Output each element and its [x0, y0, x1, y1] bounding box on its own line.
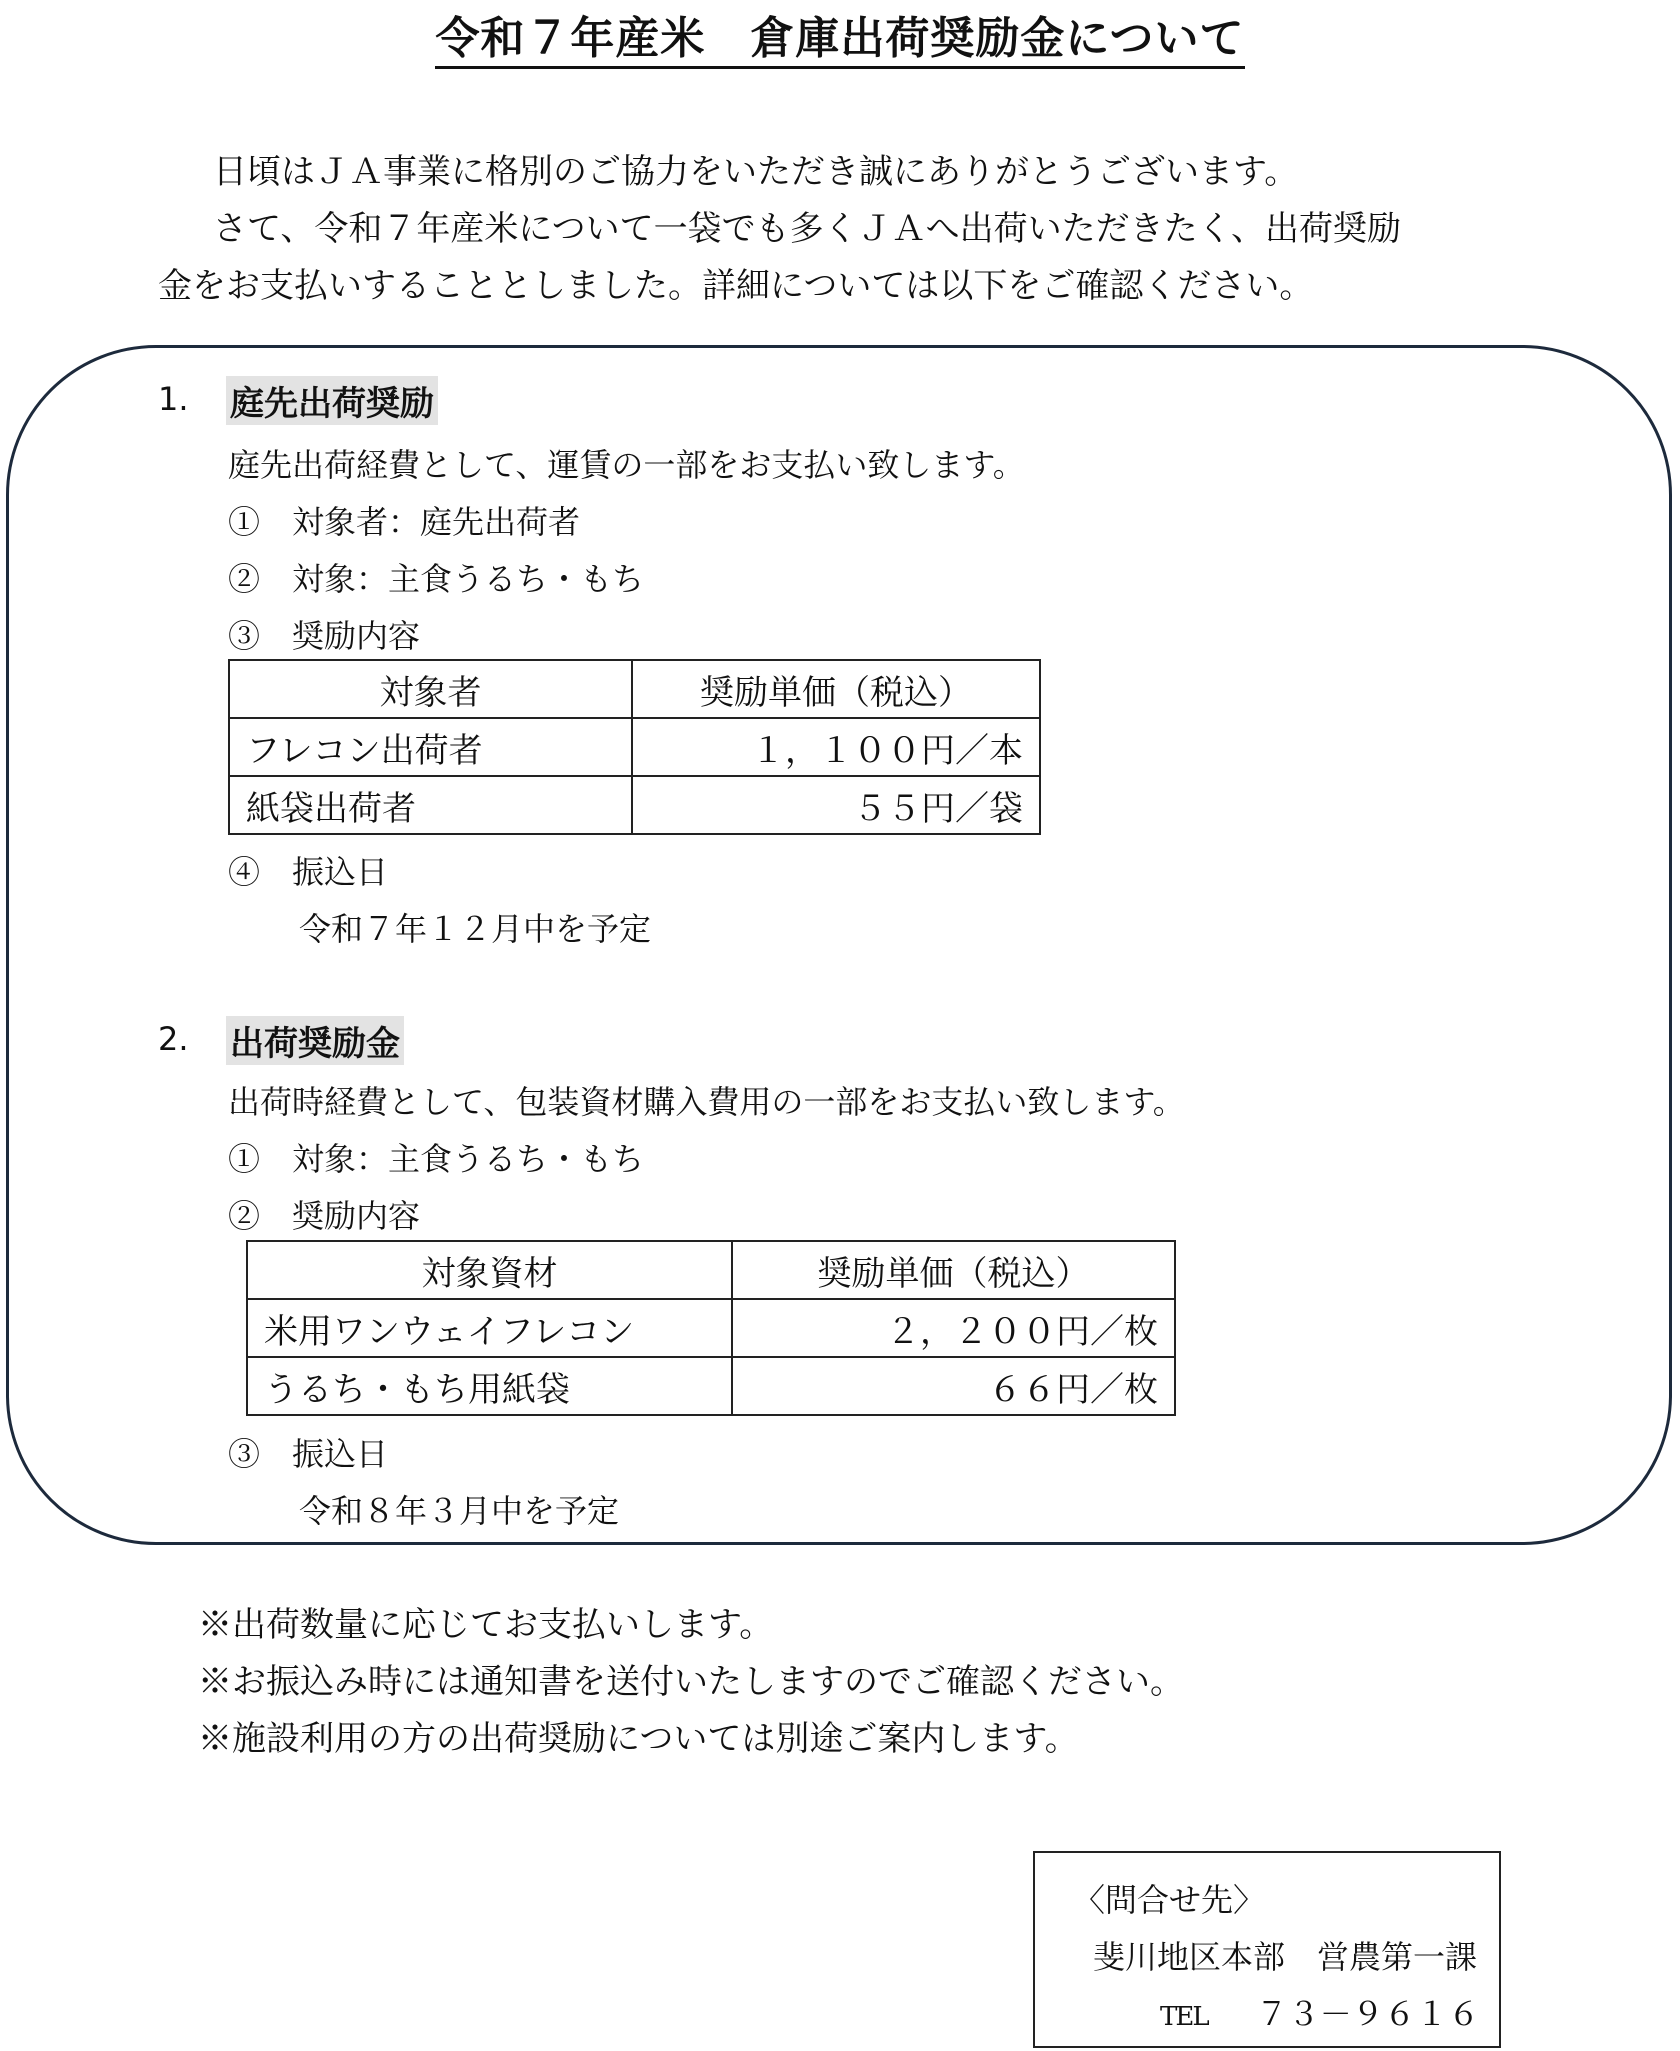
page-title-text: 令和７年産米 倉庫出荷奨励金について — [435, 13, 1244, 69]
section1-heading: 庭先出荷奨励 — [226, 376, 438, 425]
table-cell: ５５円／袋 — [632, 776, 1040, 834]
table-cell: 紙袋出荷者 — [229, 776, 632, 834]
table-cell: ６６円／枚 — [732, 1357, 1175, 1415]
section2-item-content: ② 奨励内容 — [228, 1197, 421, 1235]
contact-phone — [1160, 1989, 1480, 2035]
table-cell: １，１００円／本 — [632, 718, 1040, 776]
table-cell: フレコン出荷者 — [229, 718, 632, 776]
section2-heading: 出荷奨励金 — [226, 1016, 404, 1065]
section2-item-target: ① 対象：主食うるち・もち — [228, 1140, 645, 1178]
section2-number: 2. — [158, 1020, 189, 1058]
table-row — [247, 1299, 1175, 1357]
contact-box — [1033, 1851, 1501, 2048]
intro-line-1: 日頃はＪＡ事業に格別のご協力をいただき誠にありがとうございます。 — [213, 152, 1299, 192]
section1-item-payment-date: ④ 振込日 — [228, 853, 389, 891]
intro-line-2: さて、令和７年産米について一袋でも多くＪＡへ出荷いただきたく、出荷奨励 — [213, 209, 1401, 249]
section1-item-target-person: ① 対象者：庭先出荷者 — [228, 503, 581, 541]
section1-item-content: ③ 奨励内容 — [228, 617, 421, 655]
section1-payment-date: 令和７年１２月中を予定 — [299, 910, 652, 948]
section1-table — [228, 659, 1041, 835]
table-row — [229, 718, 1040, 776]
intro-line-3: 金をお支払いすることとしました。詳細については以下をご確認ください。 — [158, 266, 1314, 306]
tel-label: TEL — [1160, 2002, 1208, 2032]
table-row — [229, 776, 1040, 834]
table-cell: ２，２００円／枚 — [732, 1299, 1175, 1357]
table-cell: うるち・もち用紙袋 — [247, 1357, 732, 1415]
section2-payment-date: 令和８年３月中を予定 — [299, 1492, 620, 1530]
section2-table — [246, 1240, 1176, 1416]
section2-item-payment-date: ③ 振込日 — [228, 1435, 389, 1473]
table-header-cell: 奨励単価（税込） — [632, 660, 1040, 718]
table-header-cell: 対象資材 — [247, 1241, 732, 1299]
table-row — [247, 1357, 1175, 1415]
note-3: ※施設利用の方の出荷奨励については別途ご案内します。 — [198, 1719, 1079, 1759]
section1-number: 1. — [158, 380, 189, 418]
contact-label: 〈問合せ先〉 — [1073, 1881, 1266, 1919]
note-1: ※出荷数量に応じてお支払いします。 — [198, 1605, 774, 1645]
section2-description: 出荷時経費として、包装資材購入費用の一部をお支払い致します。 — [228, 1083, 1185, 1121]
page-title — [0, 2, 1680, 66]
table-cell: 米用ワンウェイフレコン — [247, 1299, 732, 1357]
table-header-cell: 奨励単価（税込） — [732, 1241, 1175, 1299]
section1-description: 庭先出荷経費として、運賃の一部をお支払い致します。 — [228, 446, 1025, 484]
tel-number: ７３－９６１６ — [1255, 1995, 1480, 2033]
note-2: ※お振込み時には通知書を送付いたしますのでご確認ください。 — [198, 1662, 1184, 1702]
table-header-row — [229, 660, 1040, 718]
section1-item-target: ② 対象：主食うるち・もち — [228, 560, 645, 598]
table-header-row — [247, 1241, 1175, 1299]
table-header-cell: 対象者 — [229, 660, 632, 718]
contact-office: 斐川地区本部 営農第一課 — [1093, 1938, 1478, 1976]
